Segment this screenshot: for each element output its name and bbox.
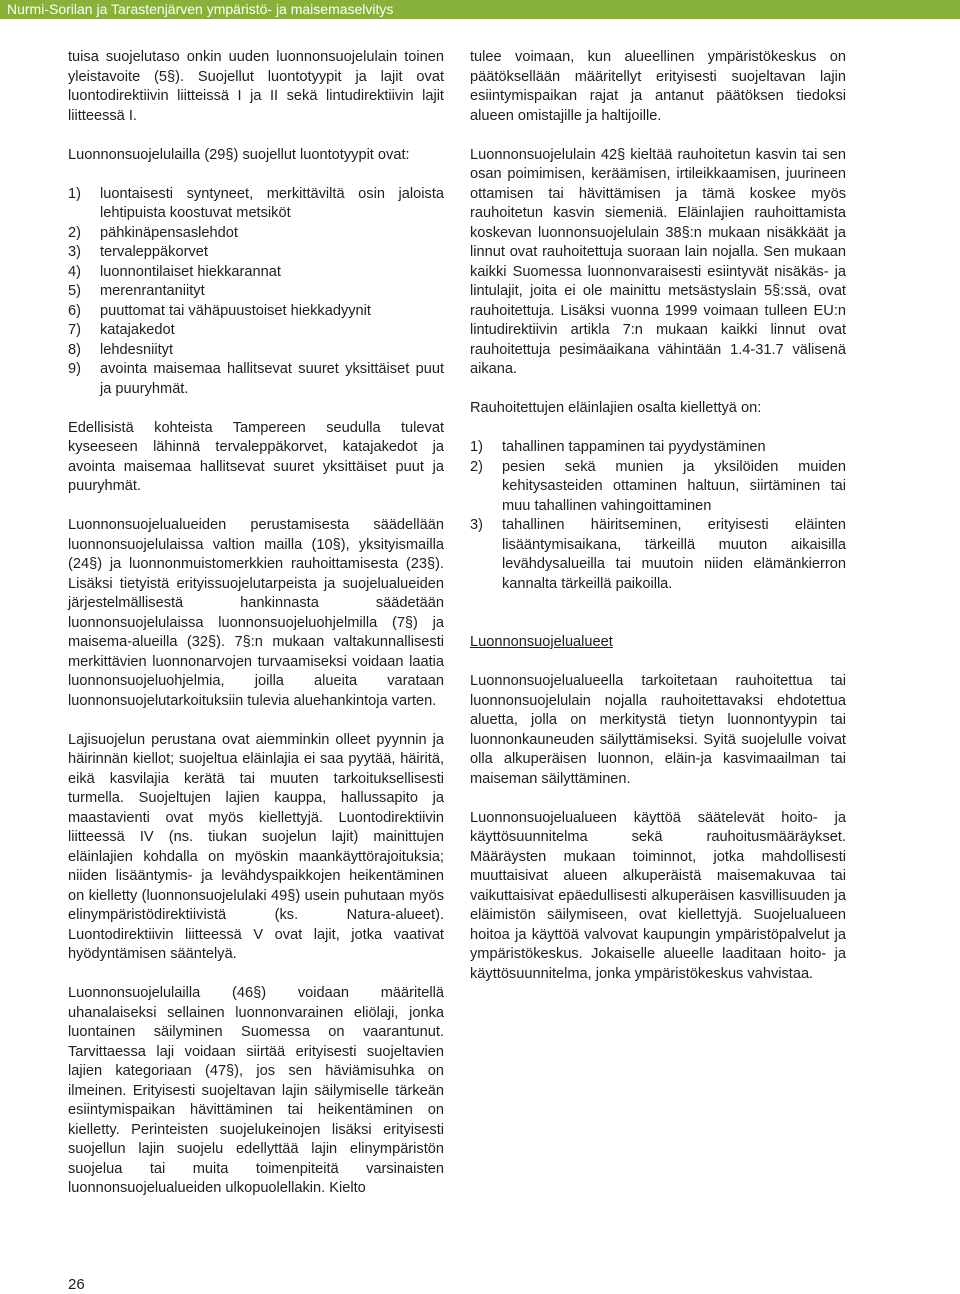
list-item: [68, 185, 444, 224]
list-number: 3): [68, 244, 81, 260]
list-item-text: pähkinäpensaslehdot: [100, 224, 238, 241]
paragraph: Luonnonsuojelulailla (29§) suojellut luontotyypit ovat:: [68, 146, 410, 163]
list-item: [68, 341, 444, 361]
list-item: [470, 438, 846, 458]
right-column: [470, 48, 846, 1004]
protected-habitats-list: [68, 185, 444, 400]
paragraph: Luonnonsuojelualueiden perustamisesta säädellään luonnonsuojelulaissa valtion mailla (10§), yksityismailla (24§) ja luonnonmuistomerkkien rauhoittamisesta (23§). Lisäksi tietyistä erityissuojelutarpeista ja suojelualueiden järjestelmällisestä hankinnasta säädetään luonnonsuojelulaissa luonnonsuojeluohjelmilla (7§) ja maisema-alueilla (32§). 7§:n mukaan valtakunnallisesti merkittävien luonnonarvojen turvaamiseksi voidaan laatia luonnonsuojeluohjelmia, joilla alueita varataan luonnonsuojelutarkoituksiin tulevia aluehankintoja varten.: [68, 517, 444, 709]
list-item-text: merenrantaniityt: [100, 283, 205, 299]
list-number: 1): [470, 439, 483, 455]
paragraph: Luonnonsuojelualueen käyttöä säätelevät hoito- ja käyttösuunnitelma sekä rauhoitusmääräykset. Määräysten mukaan toiminnot, jotka mahdollisesti muuttaisivat alueen alkuperäistä maisemakuvaa tai vaikuttaisivat epäedullisesti alkuperäisen kasvillisuuden ja eläimistön säilymiseen, ovat kiellettyjä. Suojelualueen hoitoa ja käyttöä valvovat kaupungin ympäristöpalvelut ja ympäristökeskus. Jokaiselle alueelle laaditaan hoito- ja käyttösuunnitelma, jonka ympäristökeskus vahvistaa.: [470, 809, 846, 982]
paragraph: tulee voimaan, kun alueellinen ympäristökeskus on päätöksellään määritellyt erityisesti suojeltavan lajin esiintymispaikan rajat ja antanut päätöksen tiedoksi alueen omistajille ja haltijoille.: [470, 49, 846, 124]
list-item-text: tervaleppäkorvet: [100, 244, 208, 260]
paragraph: Edellisistä kohteista Tampereen seudulla tulevat kyseeseen lähinnä tervaleppäkorvet, katajakedot ja avointa maisemaa hallitsevat suuret yksittäiset puut ja puuryhmät.: [68, 419, 444, 494]
section-heading: [470, 633, 846, 653]
list-number: 7): [68, 322, 81, 338]
prohibited-actions-list: [470, 438, 846, 594]
paragraph: tuisa suojelutaso onkin uuden luonnonsuojelulain toinen yleistavoite (5§). Suojellut luontotyypit ja lajit ovat luontodirektiivin liitteissä I ja II sekä lintudirektiivin lajit liitteessä I.: [68, 49, 444, 124]
list-item-text: pesien sekä munien ja yksilöiden muiden kehitysasteiden ottaminen haltuun, siirtäminen tai muu tahallinen vahingoittaminen: [502, 458, 846, 514]
paragraph: Luonnonsuojelualueella tarkoitetaan rauhoitettua tai luonnonsuojelulain nojalla rauhoitettavaksi ehdotettua aluetta, jolla on merkitystä tietyn luonnontyypin tai luonnonkauneuden säilyttämiseksi. Syitä suojelulle voivat olla alkuperäisen luonnon, eläin-ja kasvimaailman tai maiseman säilyttäminen.: [470, 673, 846, 787]
list-item: [68, 302, 444, 322]
paragraph: Luonnonsuojelulailla (46§) voidaan määritellä uhanalaiseksi sellainen luonnonvarainen eliölaji, jonka luontainen säilyminen Suomessa on vaarantunut. Tarvittaessa laji voidaan siirtää erityisesti suojeltavien lajien kategoriaan (47§), jos sen häviämisuhka on ilmeinen. Erityisesti suojeltavan lajin säilymiselle tärkeän esiintymispaikan hävittäminen tai heikentäminen on kielletty. Perinteisten suojelukeinojen lisäksi erityisesti suojellun lajin suojelu edellyttää lajin elinympäristön suojelua tai muita toimenpiteitä varsinaisten luonnonsuojelualueiden ulkopuolellakin. Kielto: [68, 985, 444, 1196]
paragraph: Rauhoitettujen eläinlajien osalta kiellettyä on:: [470, 400, 762, 416]
list-number: 2): [68, 224, 81, 241]
list-item: [68, 321, 444, 341]
list-number: 5): [68, 283, 81, 299]
paragraph: Luonnonsuojelulain 42§ kieltää rauhoitetun kasvin tai sen osan poimimisen, keräämisen, irtileikkaamisen, juurineen ottamisen tai hävittämisen ja tämä koskee myös rauhoitetun kasvin siemeniä. Eläinlajien rauhoittamista koskevan luonnonsuojelulain 38§:n mukaan nisäkkäät ja linnut ovat rauhoitettuja suoraan lain nojalla. Sen mukaan kaikki Suomessa luonnonvaraisesti esiintyvät nisäkäs- ja lintulajit, joita ei ole mainittu metsästyslain 5§:ssä, ovat rauhoitettuja. Lisäksi vuonna 1999 voimaan tulleen EU:n lintudirektiivin artikla 7:n mukaan kaikki linnut ovat rauhoitettuja pesimäaikana vähintään 1.4-31.7 välisenä aikana.: [470, 146, 846, 377]
list-item-text: puuttomat tai vähäpuustoiset hiekkadyynit: [100, 302, 371, 319]
list-item: [68, 282, 444, 302]
list-item-text: luonnontilaiset hiekkarannat: [100, 263, 281, 280]
list-number: 6): [68, 302, 81, 319]
list-item: [68, 263, 444, 283]
list-item-text: tahallinen tappaminen tai pyydystäminen: [502, 439, 766, 455]
list-number: 9): [68, 361, 81, 377]
list-item: [68, 243, 444, 263]
list-item: [470, 516, 846, 594]
list-number: 8): [68, 341, 81, 358]
list-number: 4): [68, 263, 81, 280]
list-number: 3): [470, 517, 483, 533]
document-title: Nurmi-Sorilan ja Tarastenjärven ympäristö- ja maisemaselvitys: [7, 1, 394, 17]
list-item: [68, 360, 444, 399]
list-item-text: avointa maisemaa hallitsevat suuret yksittäiset puut ja puuryhmät.: [100, 361, 444, 397]
paragraph: Lajisuojelun perustana ovat aiemminkin olleet pyynnin ja häirinnän kiellot; suojeltua eläinlajia ei saa pyytää, häiritä, eikä kasvilajia kerätä tai muuten tarkoituksellisesti turmella. Suojeltujen lajien kauppa, hallussapito ja maastavienti ovat myös kiellettyjä. Luontodirektiivin liitteessä IV (ns. tiukan suojelun lajit) mainittujen eläinlajien kohdalla on myöskin maankäyttörajoituksia; niiden lisääntymis- ja levähdyspaikkojen heikentäminen on kielletty (luonnonsuojelulaki 49§) usein puhutaan myös elinympäristödirektiivistä (ks. Natura-alueet). Luontodirektiivin liitteessä V ovat lajit, jotka vaativat hyödyntämisen sääntelyä.: [68, 731, 444, 962]
section-heading-text: Luonnonsuojelualueet: [470, 634, 613, 650]
list-item: [470, 458, 846, 517]
list-item-text: katajakedot: [100, 322, 175, 338]
list-item-text: tahallinen häiritseminen, erityisesti eläinten lisääntymisaikana, tärkeillä muuton aikaisilla levähdysalueilla tai muutoin niiden elämänkierron kannalta tärkeillä paikoilla.: [502, 517, 846, 592]
list-number: 1): [68, 185, 81, 202]
list-item-text: luontaisesti syntyneet, merkittäviltä osin jaloista lehtipuista koostuvat metsiköt: [100, 185, 444, 221]
list-number: 2): [470, 458, 483, 475]
list-item-text: lehdesniityt: [100, 341, 174, 358]
left-column: [68, 48, 444, 1218]
list-item: [68, 224, 444, 244]
page-number: 26: [68, 1276, 85, 1293]
